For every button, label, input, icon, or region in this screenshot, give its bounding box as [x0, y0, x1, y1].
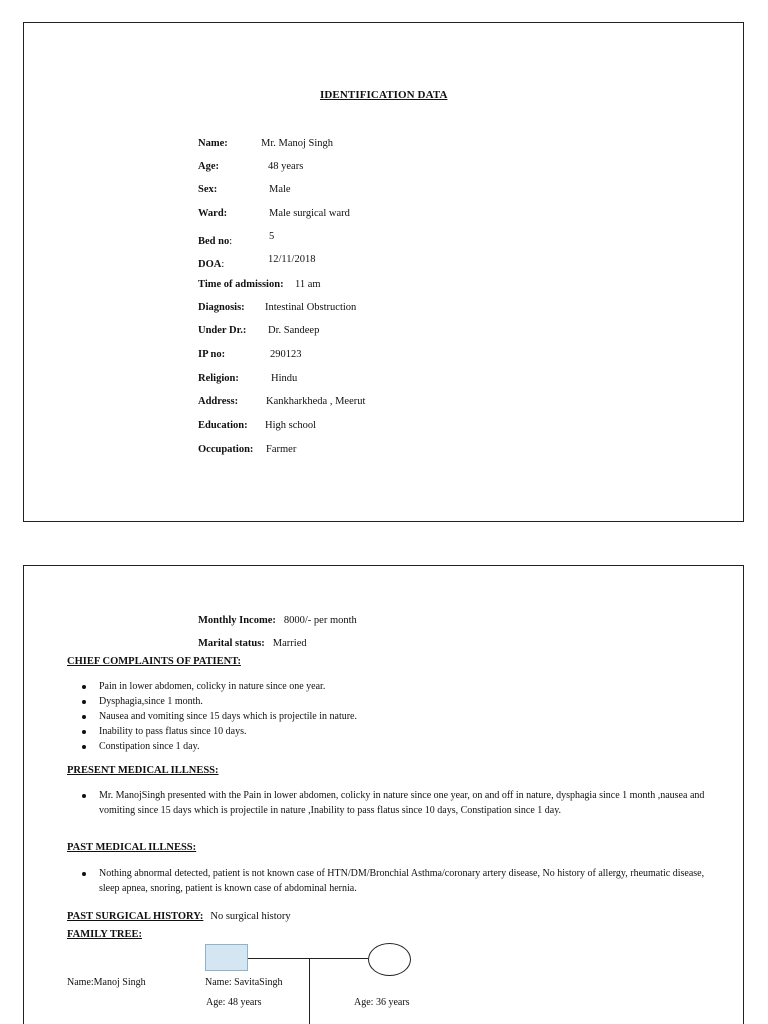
- address-value: Kankharkheda , Meerut: [266, 396, 366, 407]
- page-title: IDENTIFICATION DATA: [320, 89, 448, 101]
- bullet-icon: [82, 872, 86, 876]
- ip-no-value: 290123: [270, 349, 302, 360]
- sex-label: Sex:: [198, 184, 218, 195]
- document-page-2: [23, 565, 744, 1024]
- bullet-icon: [82, 794, 86, 798]
- bed-no-colon: :: [229, 236, 233, 247]
- present-illness-text: Mr. ManojSingh presented with the Pain in lower abdomen, colicky in nature since one year, on and off in nature, dysphagia since 1 month ,nausea and vomiting since 15 days which is projectile in nature ,Inability to pass flatus since 10 days, Constipation since 1 day.: [99, 790, 705, 816]
- list-item: [67, 679, 717, 694]
- chief-complaints-list: [67, 679, 717, 754]
- list-item: [67, 866, 707, 896]
- spouse-age: Age: 36 years: [354, 997, 410, 1008]
- name-value: Mr. Manoj Singh: [261, 138, 334, 149]
- present-illness-heading: PRESENT MEDICAL ILLNESS:: [67, 765, 219, 776]
- bullet-icon: [82, 745, 86, 749]
- address-label: Address:: [198, 396, 239, 407]
- ip-no-label: IP no:: [198, 349, 226, 360]
- diagnosis-value: Intestinal Obstruction: [265, 302, 357, 313]
- list-item: [67, 739, 717, 754]
- complaint-text: Constipation since 1 day.: [99, 741, 200, 752]
- complaint-text: Nausea and vomiting since 15 days which is projectile in nature.: [99, 711, 357, 722]
- doa-value: 12/11/2018: [268, 254, 316, 265]
- under-dr-label: Under Dr.:: [198, 325, 247, 336]
- bullet-icon: [82, 730, 86, 734]
- doa-label: DOA: [198, 259, 222, 270]
- occupation-label: Occupation:: [198, 444, 254, 455]
- list-item: [67, 724, 717, 739]
- doa-colon: :: [221, 259, 225, 270]
- complaint-text: Pain in lower abdomen, colicky in nature since one year.: [99, 681, 326, 692]
- monthly-income-label: Monthly Income:: [198, 615, 276, 626]
- monthly-income-value: 8000/- per month: [283, 615, 357, 626]
- spouse-name: Name: SavitaSingh: [205, 977, 283, 988]
- religion-label: Religion:: [198, 373, 239, 384]
- age-label: Age:: [198, 161, 219, 172]
- descent-line: [309, 958, 310, 1024]
- time-of-admission-value: 11 am: [295, 279, 321, 290]
- bed-no-row: [198, 231, 232, 249]
- ward-label: Ward:: [198, 208, 228, 219]
- bullet-icon: [82, 715, 86, 719]
- patient-name: Name:Manoj Singh: [67, 977, 146, 988]
- complaint-text: Dysphagia,since 1 month.: [99, 696, 203, 707]
- sex-value: Male: [269, 184, 291, 195]
- list-item: [67, 709, 717, 724]
- bullet-icon: [82, 685, 86, 689]
- complaint-text: Inability to pass flatus since 10 days.: [99, 726, 247, 737]
- doa-row: [198, 254, 224, 272]
- patient-age: Age: 48 years: [206, 997, 262, 1008]
- ward-value: Male surgical ward: [269, 208, 350, 219]
- past-surgical-heading: PAST SURGICAL HISTORY:: [67, 911, 204, 922]
- chief-complaints-heading: CHIEF COMPLAINTS OF PATIENT:: [67, 656, 241, 667]
- education-value: High school: [265, 420, 317, 431]
- present-illness-list: [67, 788, 707, 818]
- time-of-admission-label: Time of admission:: [198, 279, 284, 290]
- female-symbol: [368, 943, 411, 976]
- under-dr-value: Dr. Sandeep: [268, 325, 320, 336]
- occupation-value: Farmer: [266, 444, 297, 455]
- past-illness-text: Nothing abnormal detected, patient is not known case of HTN/DM/Bronchial Asthma/coronary artery disease, No history of allergy, rheumatic disease, sleep apnea, snoring, patient is known case of abdominal hernia.: [99, 868, 705, 894]
- past-illness-list: [67, 866, 707, 896]
- marriage-line: [248, 958, 368, 959]
- document-page-1: [23, 22, 744, 522]
- past-surgical-row: [67, 906, 291, 924]
- name-label: Name:: [198, 138, 228, 149]
- list-item: [67, 694, 717, 709]
- marital-status-row: [198, 633, 307, 651]
- marital-status-label: Marital status:: [198, 638, 265, 649]
- education-label: Education:: [198, 420, 248, 431]
- bullet-icon: [82, 700, 86, 704]
- age-value: 48 years: [268, 161, 304, 172]
- bed-no-label: Bed no: [198, 236, 230, 247]
- monthly-income-row: [198, 610, 357, 628]
- marital-status-value: Married: [272, 638, 307, 649]
- list-item: [67, 788, 707, 818]
- bed-no-value: 5: [269, 231, 275, 242]
- past-illness-heading: PAST MEDICAL ILLNESS:: [67, 842, 197, 853]
- religion-value: Hindu: [271, 373, 298, 384]
- diagnosis-label: Diagnosis:: [198, 302, 245, 313]
- past-surgical-value: No surgical history: [210, 911, 291, 922]
- male-symbol: [205, 944, 248, 971]
- family-tree-heading: FAMILY TREE:: [67, 929, 142, 940]
